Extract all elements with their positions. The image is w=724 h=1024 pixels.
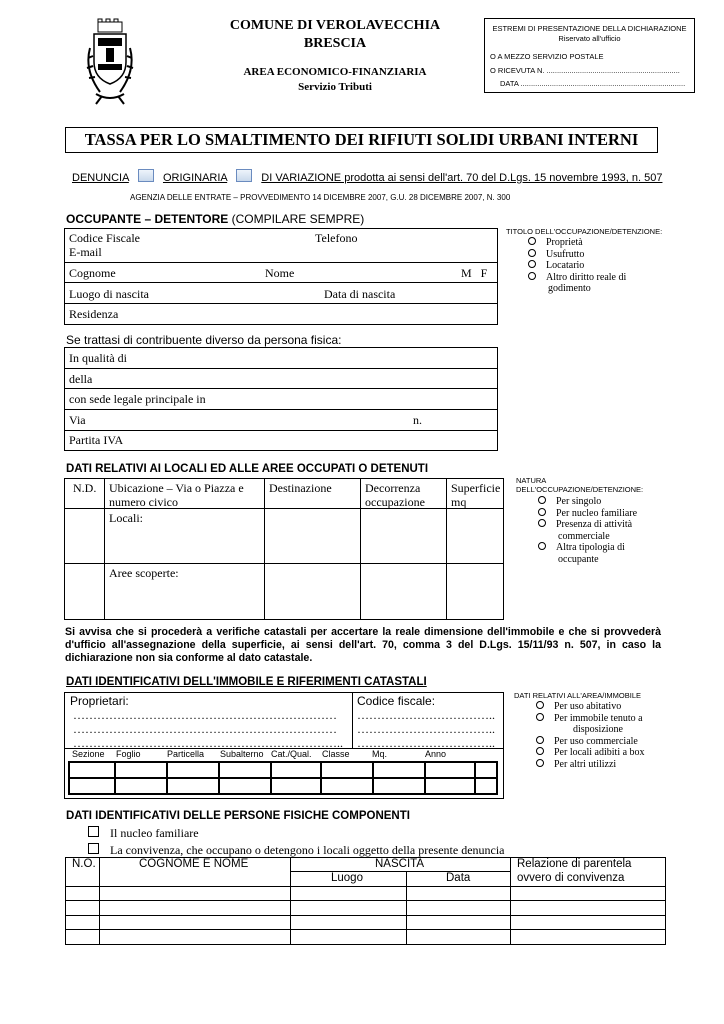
tax-code-line-1[interactable]: …………………………….. xyxy=(357,708,495,722)
use-option-box[interactable]: Per locali adibiti a box xyxy=(536,747,645,759)
premises-heading: DATI RELATIVI AI LOCALI ED ALLE AREE OCCUPATI O DETENUTI xyxy=(66,463,429,475)
col-decorrenza: Decorrenza occupazione xyxy=(365,481,425,509)
telefono-field[interactable]: Telefono xyxy=(315,231,358,245)
col-superficie: Superficie mq xyxy=(451,481,501,509)
nature-option-commerciale[interactable]: Presenza di attività xyxy=(538,519,643,531)
use-option-altri[interactable]: Per altri utilizzi xyxy=(536,759,645,771)
owners-label: Proprietari: xyxy=(70,694,129,708)
use-option-abitativo[interactable]: Per uso abitativo xyxy=(536,701,645,713)
property-area-data xyxy=(514,691,645,770)
household-option-convivenza[interactable]: La convivenza, che occupano o detengono i locali oggetto della presente denuncia xyxy=(88,843,505,858)
nature-option-nucleo[interactable]: Per nucleo familiare xyxy=(538,508,643,520)
cadastral-notice: Si avvisa che si procederà a verifiche catastali per accertare la reale dimensione dell'immobile e che si provvederà d'ufficio all'assegnazione della superficie, ai sensi dell'art. 70, comma 3 del D.Lgs. 15/11/93 n. 507, in caso la dichiarazione non sia conforme al dato catastale. xyxy=(65,626,661,664)
originaria-checkbox[interactable] xyxy=(138,169,154,182)
municipal-crest xyxy=(80,18,140,106)
row-locali: Locali: xyxy=(109,511,143,525)
della-field[interactable]: della xyxy=(69,372,93,386)
col-nascita: NASCITA xyxy=(375,858,424,870)
via-field[interactable]: Via xyxy=(69,413,86,427)
col-classe: Classe xyxy=(322,749,350,759)
cadastral-heading: DATI IDENTIFICATIVI DELL'IMMOBILE E RIFERIMENTI CATASTALI xyxy=(66,676,427,688)
owner-line-2[interactable]: ………………………………………………………… xyxy=(73,722,337,736)
owner-line-3[interactable]: ………………………………………………………….. xyxy=(73,736,343,750)
agency-reference: AGENZIA DELLE ENTRATE – PROVVEDIMENTO 14 DICEMBRE 2007, G.U. 28 DICEMBRE 2007, N. 300 xyxy=(130,193,511,202)
household-option-nucleo[interactable]: Il nucleo familiare xyxy=(88,826,199,841)
cognome-field[interactable]: Cognome xyxy=(69,266,116,280)
col-anno: Anno xyxy=(425,749,447,759)
tax-code-line-2[interactable]: …………………………….. xyxy=(357,722,495,736)
non-natural-person-heading: Se trattasi di contribuente diverso da persona fisica: xyxy=(66,333,342,347)
title-option-proprieta[interactable]: Proprietà xyxy=(528,237,662,249)
email-field[interactable]: E-mail xyxy=(69,245,102,259)
col-cognome-nome: COGNOME E NOME xyxy=(139,858,249,870)
col-foglio: Foglio xyxy=(116,749,141,759)
denuncia-label: DENUNCIA xyxy=(72,172,129,184)
col-luogo: Luogo xyxy=(331,872,363,884)
office-box-postal: O A MEZZO SERVIZIO POSTALE xyxy=(490,52,604,61)
col-destinazione: Destinazione xyxy=(269,481,332,495)
nature-option-altra-cont: occupante xyxy=(558,553,599,565)
office-box-date: DATA ............................................................................... xyxy=(500,79,686,88)
title-option-usufrutto[interactable]: Usufrutto xyxy=(528,249,662,261)
luogo-nascita-field[interactable]: Luogo di nascita xyxy=(69,287,149,301)
qualita-field[interactable]: In qualità di xyxy=(69,351,127,365)
title-of-occupation xyxy=(506,227,662,295)
use-option-disposizione[interactable]: Per immobile tenuto a xyxy=(536,713,645,725)
main-title: TASSA PER LO SMALTIMENTO DEI RIFIUTI SOLIDI URBANI INTERNI xyxy=(84,130,639,149)
sex-field[interactable]: M F xyxy=(461,266,488,280)
use-option-commerciale[interactable]: Per uso commerciale xyxy=(536,736,645,748)
title-option-locatario[interactable]: Locatario xyxy=(528,260,662,272)
owner-line-1[interactable]: ………………………………………………………… xyxy=(73,708,337,722)
variazione-label: DI VARIAZIONE prodotta ai sensi dell'art. 70 del D.Lgs. 15 novembre 1993, n. 507 xyxy=(261,172,663,184)
department-name: AREA ECONOMICO-FINANZIARIA xyxy=(243,66,427,78)
occupant-heading-note: (COMPILARE SEMPRE) xyxy=(228,212,365,226)
title-heading: TITOLO DELL'OCCUPAZIONE/DETENZIONE: xyxy=(506,227,663,236)
office-box-subtitle: Riservato all'ufficio xyxy=(558,34,621,43)
household-heading: DATI IDENTIFICATIVI DELLE PERSONE FISICHE COMPONENTI xyxy=(66,810,410,822)
municipality-name: COMUNE DI VEROLAVECCHIA xyxy=(229,18,441,33)
col-mq: Mq. xyxy=(372,749,388,759)
nature-option-singolo[interactable]: Per singolo xyxy=(538,496,643,508)
col-relazione-1: Relazione di parentela xyxy=(517,858,632,870)
residenza-field[interactable]: Residenza xyxy=(69,307,119,321)
province-name: BRESCIA xyxy=(303,36,367,51)
declaration-type xyxy=(72,169,662,184)
col-ubicazione: Ubicazione – Via o Piazza e numero civico xyxy=(109,481,244,509)
tax-code-label: Codice fiscale: xyxy=(357,694,436,708)
data-nascita-field[interactable]: Data di nascita xyxy=(324,287,396,301)
nature-heading-2: DELL'OCCUPAZIONE/DETENZIONE: xyxy=(516,485,644,494)
col-data: Data xyxy=(446,872,471,884)
row-aree-scoperte: Aree scoperte: xyxy=(109,566,179,580)
office-box-receipt: O RICEVUTA N. ................................................................ xyxy=(490,66,680,75)
tax-code-line-3[interactable]: …………………………….. xyxy=(357,736,495,750)
occupant-heading: OCCUPANTE – DETENTORE xyxy=(66,212,229,226)
col-relazione-2: ovvero di convivenza xyxy=(517,872,625,884)
col-nd: N.D. xyxy=(73,481,97,495)
property-area-heading: DATI RELATIVI ALL'AREA/IMMOBILE xyxy=(514,691,642,700)
use-option-disposizione-cont: disposizione xyxy=(573,724,623,735)
col-particella: Particella xyxy=(167,749,205,759)
col-cat-qual: Cat./Qual. xyxy=(271,749,312,759)
col-no: N.O. xyxy=(72,858,96,870)
nome-field[interactable]: Nome xyxy=(265,266,295,280)
nature-heading-1: NATURA xyxy=(516,476,547,485)
office-box-title: ESTREMI DI PRESENTAZIONE DELLA DICHIARAZIONE xyxy=(492,24,687,33)
variazione-checkbox[interactable] xyxy=(236,169,252,182)
nature-option-altra[interactable]: Altra tipologia di xyxy=(538,542,643,554)
civic-number-field[interactable]: n. xyxy=(413,413,422,427)
title-option-altro-cont: godimento xyxy=(548,283,591,294)
nature-of-occupation xyxy=(516,476,643,565)
service-name: Servizio Tributi xyxy=(298,81,372,93)
office-use-box xyxy=(484,18,695,93)
title-option-altro[interactable]: Altro diritto reale di xyxy=(528,272,662,284)
nature-option-commerciale-cont: commerciale xyxy=(558,530,610,542)
codice-fiscale-field[interactable]: Codice Fiscale xyxy=(69,231,140,245)
crest-icon xyxy=(80,18,140,106)
main-title-box xyxy=(65,127,658,153)
col-sezione: Sezione xyxy=(72,749,105,759)
col-subalterno: Subalterno xyxy=(220,749,264,759)
originaria-label: ORIGINARIA xyxy=(162,172,228,184)
sede-field[interactable]: con sede legale principale in xyxy=(69,392,206,406)
partita-iva-field[interactable]: Partita IVA xyxy=(69,433,124,447)
